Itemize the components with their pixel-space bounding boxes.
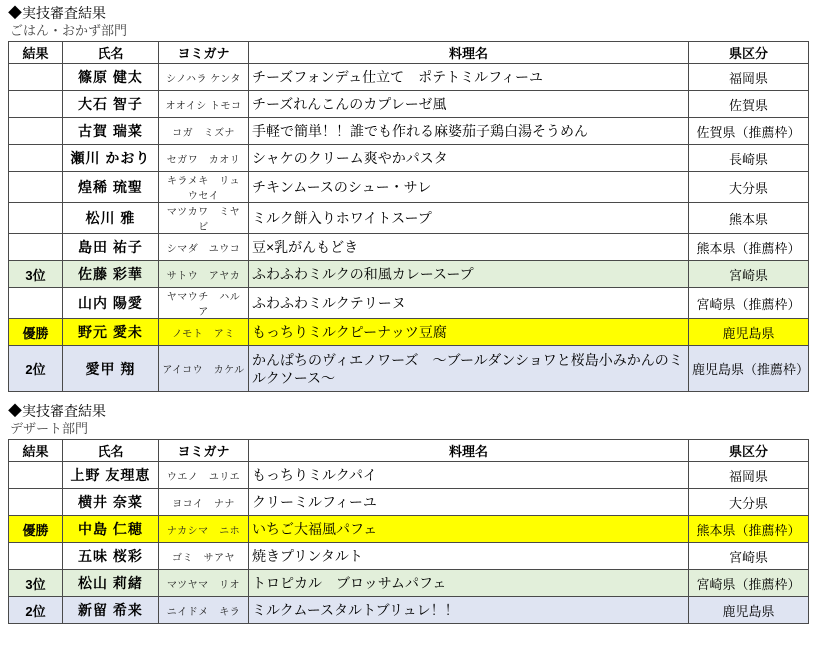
cell-rank — [9, 462, 63, 489]
table-row — [9, 261, 809, 288]
cell-pref: 宮崎県 — [689, 261, 809, 288]
cell-name: 山内 陽愛 — [63, 288, 159, 319]
cell-name: 愛甲 翔 — [63, 346, 159, 392]
cell-rank: 優勝 — [9, 516, 63, 543]
cell-kana: ヤマウチ ハルア — [159, 288, 249, 319]
cell-name: 中島 仁穂 — [63, 516, 159, 543]
table-row — [9, 462, 809, 489]
cell-pref: 大分県 — [689, 489, 809, 516]
cell-rank — [9, 172, 63, 203]
column-header-rank: 結果 — [9, 440, 63, 462]
cell-kana: オオイシ トモコ — [159, 91, 249, 118]
cell-dish: ミルク餅入りホワイトスープ — [249, 203, 689, 234]
cell-kana: ナカシマ ニホ — [159, 516, 249, 543]
cell-name: 大石 智子 — [63, 91, 159, 118]
column-header-pref: 県区分 — [689, 42, 809, 64]
cell-dish: ふわふわミルクテリーヌ — [249, 288, 689, 319]
cell-rank — [9, 543, 63, 570]
section-heading: ◆実技審査結果 — [8, 403, 106, 419]
column-header-name: 氏名 — [63, 42, 159, 64]
cell-name: 煌稀 琉聖 — [63, 172, 159, 203]
cell-name: 新留 希来 — [63, 597, 159, 624]
table-row — [9, 203, 809, 234]
table-row — [9, 319, 809, 346]
cell-name: 野元 愛未 — [63, 319, 159, 346]
section-heading: ◆実技審査結果 — [8, 5, 106, 21]
table-body-main-dish — [9, 64, 809, 392]
cell-rank — [9, 234, 63, 261]
cell-pref: 佐賀県 — [689, 91, 809, 118]
cell-pref: 鹿児島県 — [689, 319, 809, 346]
cell-pref: 熊本県（推薦枠） — [689, 516, 809, 543]
cell-rank — [9, 489, 63, 516]
cell-pref: 福岡県 — [689, 64, 809, 91]
table-body-dessert — [9, 462, 809, 624]
cell-dish: もっちりミルクピーナッツ豆腐 — [249, 319, 689, 346]
table-row — [9, 172, 809, 203]
cell-dish: 手軽で簡単！！誰でも作れる麻婆茄子鶏白湯そうめん — [249, 118, 689, 145]
cell-dish: ふわふわミルクの和風カレースープ — [249, 261, 689, 288]
cell-rank — [9, 203, 63, 234]
cell-kana: コガ ミズナ — [159, 118, 249, 145]
table-row — [9, 543, 809, 570]
cell-rank: 2位 — [9, 597, 63, 624]
cell-kana: アイコウ カケル — [159, 346, 249, 392]
cell-pref: 宮崎県（推薦枠） — [689, 570, 809, 597]
cell-kana: ウエノ ユリエ — [159, 462, 249, 489]
cell-rank: 3位 — [9, 570, 63, 597]
table-header-row — [9, 440, 809, 462]
cell-name: 篠原 健太 — [63, 64, 159, 91]
cell-rank: 優勝 — [9, 319, 63, 346]
cell-dish: 焼きプリンタルト — [249, 543, 689, 570]
section-subtitle: デザート部門 — [10, 421, 89, 436]
cell-kana: キラメキ リュウセイ — [159, 172, 249, 203]
cell-rank — [9, 91, 63, 118]
cell-name: 横井 奈菜 — [63, 489, 159, 516]
table-row — [9, 489, 809, 516]
cell-dish: かんぱちのヴィエノワーズ ～ブールダンショワと桜島小みかんのミルクソース～ — [249, 346, 689, 392]
cell-rank — [9, 288, 63, 319]
cell-rank — [9, 118, 63, 145]
cell-kana: セガワ カオリ — [159, 145, 249, 172]
section-dessert — [0, 402, 816, 624]
cell-dish: もっちりミルクパイ — [249, 462, 689, 489]
cell-pref: 宮崎県 — [689, 543, 809, 570]
cell-name: 古賀 瑞菜 — [63, 118, 159, 145]
table-row — [9, 570, 809, 597]
cell-pref: 鹿児島県（推薦枠） — [689, 346, 809, 392]
table-row — [9, 118, 809, 145]
cell-dish: いちご大福風パフェ — [249, 516, 689, 543]
cell-kana: シノハラ ケンタ — [159, 64, 249, 91]
cell-kana: サトウ アヤカ — [159, 261, 249, 288]
cell-dish: 豆×乳がんもどき — [249, 234, 689, 261]
results-table-dessert — [8, 439, 809, 624]
cell-dish: シャケのクリーム爽やかパスタ — [249, 145, 689, 172]
cell-dish: トロピカル ブロッサムパフェ — [249, 570, 689, 597]
cell-kana: マツカワ ミヤビ — [159, 203, 249, 234]
table-row — [9, 597, 809, 624]
table-row — [9, 91, 809, 118]
cell-dish: ミルクムースタルトブリュレ！！ — [249, 597, 689, 624]
section-subtitle: ごはん・おかず部門 — [10, 23, 128, 38]
cell-name: 上野 友理恵 — [63, 462, 159, 489]
cell-kana: ノモト アミ — [159, 319, 249, 346]
table-row — [9, 516, 809, 543]
cell-pref: 鹿児島県 — [689, 597, 809, 624]
cell-rank: 3位 — [9, 261, 63, 288]
document-page — [0, 4, 816, 655]
cell-kana: シマダ ユウコ — [159, 234, 249, 261]
column-header-dish: 料理名 — [249, 42, 689, 64]
column-header-name: 氏名 — [63, 440, 159, 462]
cell-name: 瀬川 かおり — [63, 145, 159, 172]
cell-pref: 佐賀県（推薦枠） — [689, 118, 809, 145]
column-header-kana: ヨミガナ — [159, 440, 249, 462]
cell-kana: ニイドメ キラ — [159, 597, 249, 624]
cell-pref: 熊本県 — [689, 203, 809, 234]
cell-pref: 宮崎県（推薦枠） — [689, 288, 809, 319]
cell-kana: マツヤマ リオ — [159, 570, 249, 597]
cell-dish: クリーミルフィーユ — [249, 489, 689, 516]
cell-kana: ヨコイ ナナ — [159, 489, 249, 516]
cell-rank — [9, 145, 63, 172]
table-row — [9, 64, 809, 91]
results-table-main-dish — [8, 41, 809, 392]
column-header-pref: 県区分 — [689, 440, 809, 462]
section-main-dish — [0, 4, 816, 392]
cell-dish: チーズれんこんのカプレーゼ風 — [249, 91, 689, 118]
cell-dish: チーズフォンデュ仕立て ポテトミルフィーユ — [249, 64, 689, 91]
column-header-dish: 料理名 — [249, 440, 689, 462]
table-row — [9, 346, 809, 392]
cell-name: 松山 莉緒 — [63, 570, 159, 597]
cell-rank — [9, 64, 63, 91]
cell-pref: 福岡県 — [689, 462, 809, 489]
cell-name: 五味 桜彩 — [63, 543, 159, 570]
cell-pref: 長崎県 — [689, 145, 809, 172]
table-row — [9, 145, 809, 172]
cell-pref: 大分県 — [689, 172, 809, 203]
cell-name: 佐藤 彩華 — [63, 261, 159, 288]
table-row — [9, 288, 809, 319]
table-header-row — [9, 42, 809, 64]
cell-rank: 2位 — [9, 346, 63, 392]
cell-pref: 熊本県（推薦枠） — [689, 234, 809, 261]
cell-name: 島田 祐子 — [63, 234, 159, 261]
cell-name: 松川 雅 — [63, 203, 159, 234]
column-header-kana: ヨミガナ — [159, 42, 249, 64]
table-row — [9, 234, 809, 261]
cell-kana: ゴミ サアヤ — [159, 543, 249, 570]
cell-dish: チキンムースのシュー・サレ — [249, 172, 689, 203]
column-header-rank: 結果 — [9, 42, 63, 64]
